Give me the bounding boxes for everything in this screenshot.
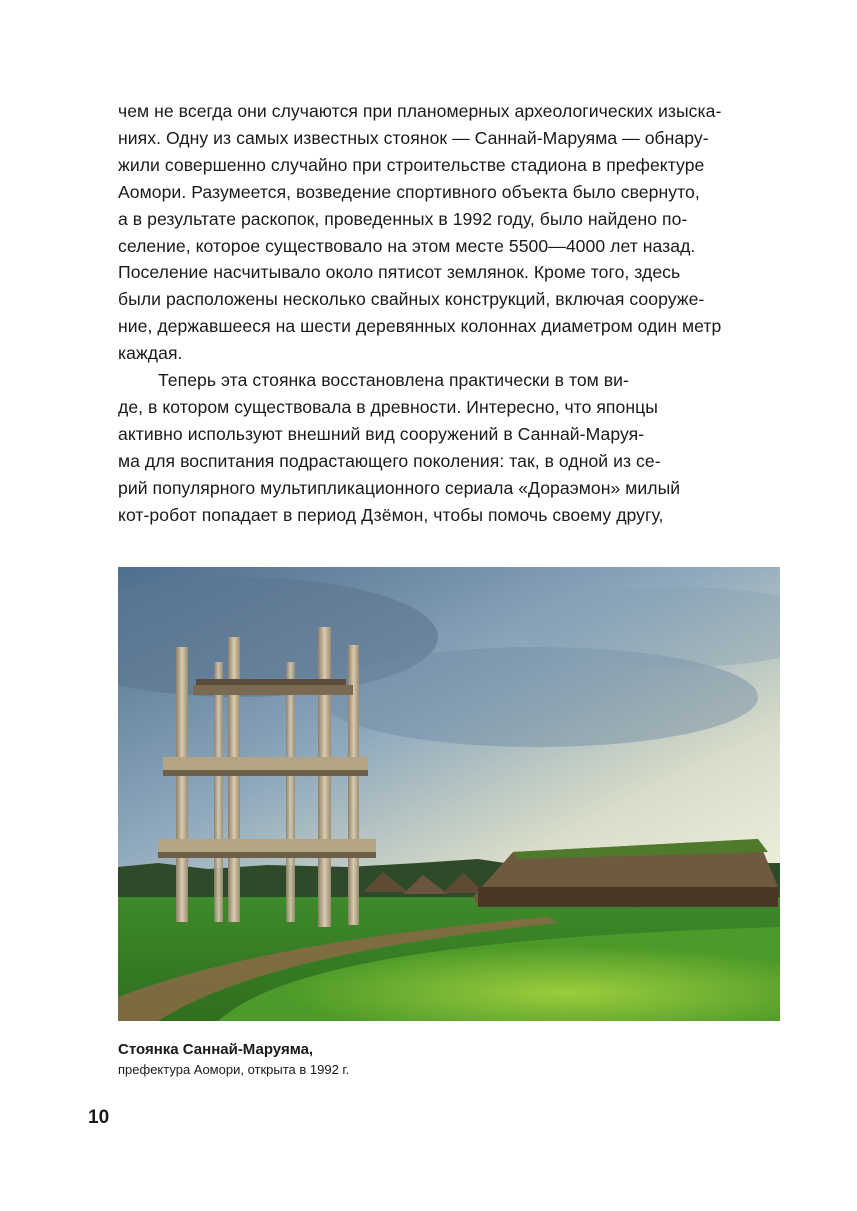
sannai-maruyama-photo — [118, 567, 780, 1021]
text-line: каждая. — [118, 343, 183, 364]
page-number: 10 — [88, 1107, 110, 1128]
text-line: ниях. Одну из самых известных стоянок — Саннай-Маруяма — обнару- — [118, 127, 709, 148]
text-line: рий популярного мультипликационного сериала «Дораэмон» милый — [118, 477, 681, 498]
text-line: Теперь эта стоянка восстановлена практически в том ви- — [158, 370, 629, 391]
caption-subtitle: префектура Аомори, открыта в 1992 г. — [118, 1062, 350, 1077]
text-line: селение, которое существовало на этом месте 5500—4000 лет назад. — [118, 235, 696, 256]
text-line: жили совершенно случайно при строительстве стадиона в префектуре — [118, 154, 705, 175]
text-line: де, в котором существовала в древности. Интересно, что японцы — [118, 396, 658, 417]
text-line: ма для воспитания подрастающего поколения: так, в одной из се- — [118, 450, 661, 471]
text-line: ние, державшееся на шести деревянных колоннах диаметром один метр — [118, 316, 722, 337]
body-text — [118, 98, 788, 529]
text-line: чем не всегда они случаются при планомерных археологических изыска- — [118, 101, 722, 121]
text-line: Аомори. Разумеется, возведение спортивного объекта было свернуто, — [118, 181, 700, 202]
text-line: Поселение насчитывало около пятисот землянок. Кроме того, здесь — [118, 262, 681, 283]
text-line: а в результате раскопок, проведенных в 1992 году, было найдено по- — [118, 208, 688, 229]
text-line: активно используют внешний вид сооружений в Саннай-Маруя- — [118, 423, 645, 444]
caption-title: Стоянка Саннай-Маруяма, — [118, 1041, 314, 1058]
text-line: кот-робот попадает в период Дзёмон, чтобы помочь своему другу, — [118, 504, 664, 525]
text-line: были расположены несколько свайных конструкций, включая сооруже- — [118, 289, 705, 310]
